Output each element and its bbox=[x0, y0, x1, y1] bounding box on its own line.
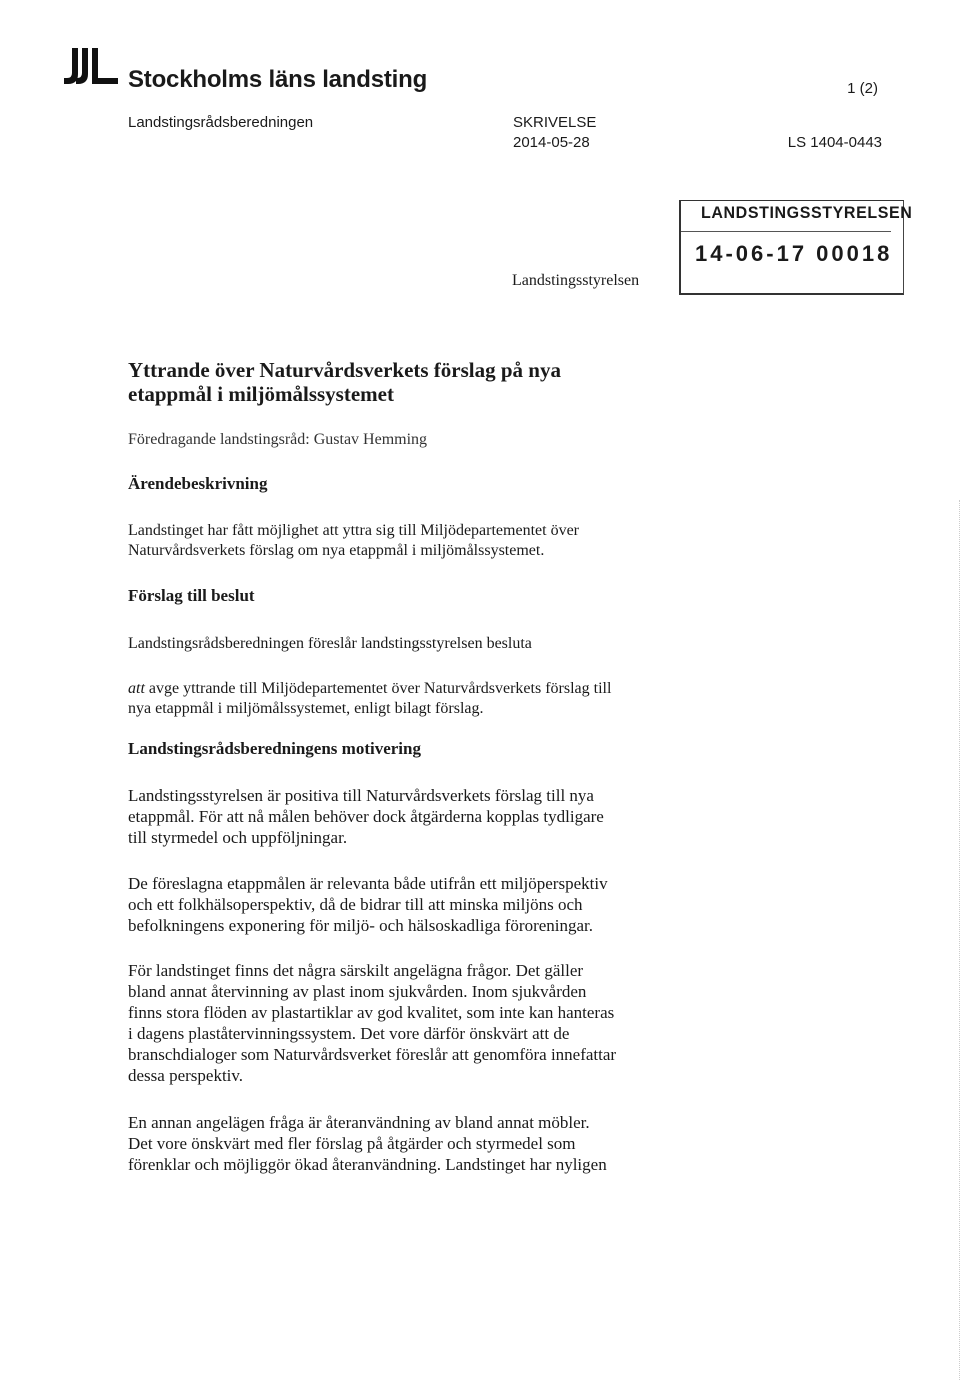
title-line: etappmål i miljömålssystemet bbox=[128, 382, 394, 406]
paragraph-line: i dagens plaståtervinningssystem. Det vore därför önskvärt att de bbox=[128, 1024, 570, 1043]
paragraph-line: och ett folkhälsoperspektiv, då de bidrar till att minska miljöns och bbox=[128, 895, 583, 914]
description-heading: Ärendebeskrivning bbox=[128, 474, 268, 493]
motivation-paragraph-4 bbox=[128, 1112, 768, 1175]
stamp-divider bbox=[681, 231, 891, 232]
doc-date: 2014-05-28 bbox=[513, 134, 590, 151]
motivation-heading: Landstingsrådsberedningens motivering bbox=[128, 739, 421, 758]
doc-type: SKRIVELSE bbox=[513, 114, 597, 131]
org-name: Stockholms läns landsting bbox=[128, 66, 428, 93]
paragraph-line: En annan angelägen fråga är återanvändning av bland annat möbler. bbox=[128, 1113, 590, 1132]
title-line: Yttrande över Naturvårdsverkets förslag på nya bbox=[128, 358, 561, 382]
paragraph-line: För landstinget finns det några särskilt angelägna frågor. Det gäller bbox=[128, 961, 584, 980]
recipient: Landstingsstyrelsen bbox=[512, 272, 640, 289]
paragraph-line: befolkningens exponering för miljö- och hälsoskadliga föroreningar. bbox=[128, 916, 594, 935]
paragraph-line: förenklar och möjliggör ökad återanvändning. Landstinget har nyligen bbox=[128, 1155, 607, 1174]
paragraph-line: dessa perspektiv. bbox=[128, 1066, 244, 1085]
sll-logo-icon bbox=[62, 44, 120, 90]
doc-ref: LS 1404-0443 bbox=[787, 134, 882, 151]
page-number: 1 (2) bbox=[847, 80, 878, 97]
motivation-paragraph-2 bbox=[128, 873, 768, 936]
paragraph-line: nya etappmål i miljömålssystemet, enligt bilagt förslag. bbox=[128, 700, 484, 717]
document-title bbox=[128, 358, 748, 406]
stamp-org: LANDSTINGSSTYRELSEN bbox=[701, 204, 913, 223]
paragraph-line: branschdialoger som Naturvårdsverket föreslår att genomföra innefattar bbox=[128, 1045, 617, 1064]
paragraph-line: bland annat återvinning av plast inom sjukvården. Inom sjukvården bbox=[128, 982, 587, 1001]
paragraph-line: Naturvårdsverkets förslag om nya etappmål i miljömålssystemet. bbox=[128, 542, 545, 559]
description-paragraph bbox=[128, 521, 778, 561]
paragraph-line: Landstinget har fått möjlighet att yttra sig till Miljödepartementet över bbox=[128, 522, 579, 539]
proposal-intro: Landstingsrådsberedningen föreslår landstingsstyrelsen besluta bbox=[128, 635, 532, 652]
motivation-paragraph-1 bbox=[128, 785, 768, 848]
proposal-text bbox=[128, 679, 778, 719]
paragraph-line: Landstingsstyrelsen är positiva till Naturvårdsverkets förslag till nya bbox=[128, 786, 594, 805]
received-stamp bbox=[679, 200, 913, 295]
proposal-heading: Förslag till beslut bbox=[128, 586, 255, 605]
paragraph-line: Det vore önskvärt med fler förslag på åtgärder och styrmedel som bbox=[128, 1134, 576, 1153]
paragraph-line bbox=[128, 679, 778, 699]
paragraph-line: finns stora flöden av plastartiklar av god kvalitet, som inte kan hanteras bbox=[128, 1003, 615, 1022]
paragraph-line: De föreslagna etappmålen är relevanta både utifrån ett miljöperspektiv bbox=[128, 874, 608, 893]
department: Landstingsrådsberedningen bbox=[128, 114, 314, 131]
presenter: Föredragande landstingsråd: Gustav Hemming bbox=[128, 431, 428, 448]
paragraph-line: etappmål. För att nå målen behöver dock åtgärderna kopplas tydligare bbox=[128, 807, 604, 826]
proposal-line-rest: avge yttrande till Miljödepartementet över Naturvårdsverkets förslag till bbox=[144, 680, 612, 697]
motivation-paragraph-3 bbox=[128, 960, 768, 1086]
att-word: att bbox=[128, 680, 145, 697]
paragraph-line: till styrmedel och uppföljningar. bbox=[128, 828, 348, 847]
stamp-number: 14-06-17 00018 bbox=[695, 241, 893, 266]
